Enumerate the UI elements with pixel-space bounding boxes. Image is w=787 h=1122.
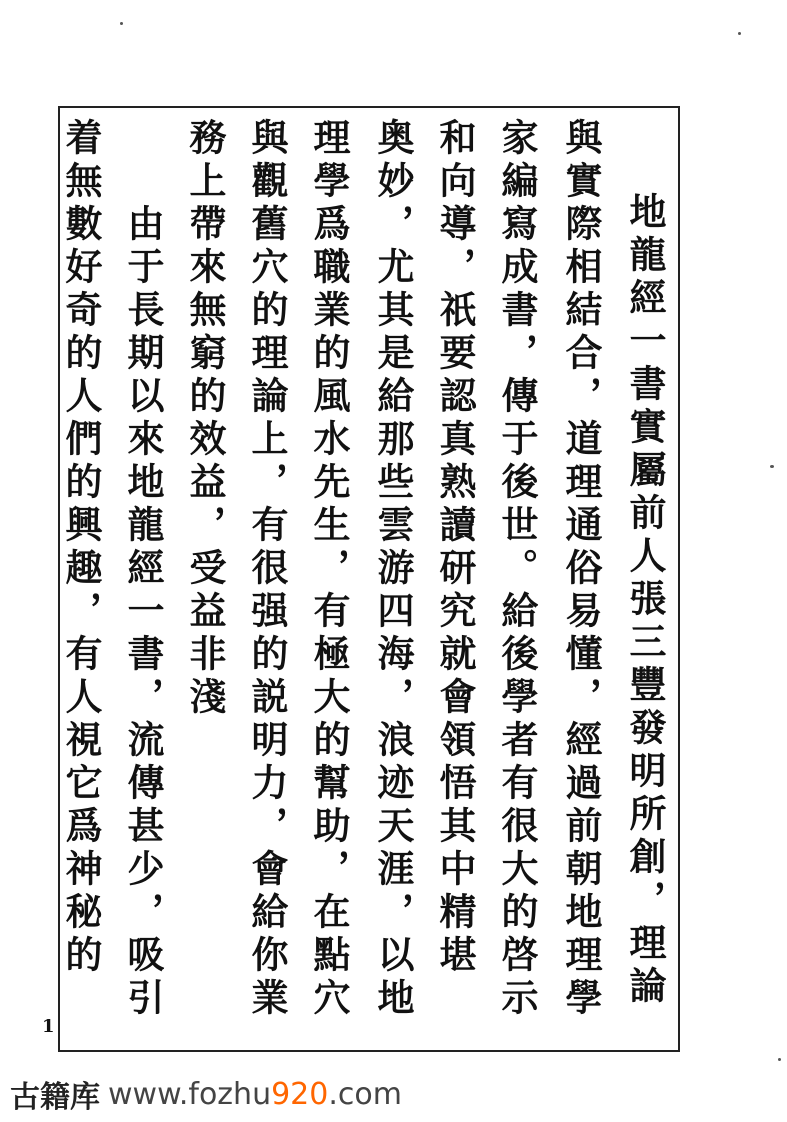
- scan-speck: [778, 1058, 781, 1061]
- scan-speck: [738, 32, 741, 35]
- watermark-url-prefix: www.fozhu: [108, 1076, 272, 1112]
- text-column-5: 奥妙，尤其是給那些雲游四海，浪迹天涯，以地: [371, 118, 415, 1021]
- text-column-10: 着無數好奇的人們的興趣，有人視它爲神秘的: [59, 118, 103, 978]
- watermark-url-suffix: .com: [328, 1076, 402, 1112]
- vertical-text-body: [59, 118, 668, 1048]
- text-column-7: 與觀舊穴的理論上，有很强的説明力，會給你業: [245, 118, 289, 1021]
- site-watermark[interactable]: [10, 1072, 402, 1116]
- watermark-site-name: 古籍库: [10, 1080, 100, 1115]
- text-column-1: 地龍經一書實屬前人張三豐發明所創，理論: [623, 192, 667, 1009]
- text-column-8: 務上帶來無窮的效益，受益非淺: [183, 118, 227, 720]
- scan-speck: [770, 465, 774, 468]
- scan-speck: [120, 22, 123, 25]
- text-column-9: 由于長期以來地龍經一書，流傳甚少，吸引: [121, 204, 165, 1021]
- watermark-url-digits: 920: [271, 1076, 329, 1112]
- text-column-6: 理學爲職業的風水先生，有極大的幫助，在點穴: [307, 118, 351, 1021]
- page-number: 1: [42, 1016, 55, 1037]
- text-column-4: 和向導，祇要認真熟讀研究就會領悟其中精堪: [433, 118, 477, 978]
- text-column-2: 與實際相結合，道理通俗易懂，經過前朝地理學: [559, 118, 603, 1021]
- text-column-3: 家編寫成書，傳于後世。給後學者有很大的啓示: [495, 118, 539, 1021]
